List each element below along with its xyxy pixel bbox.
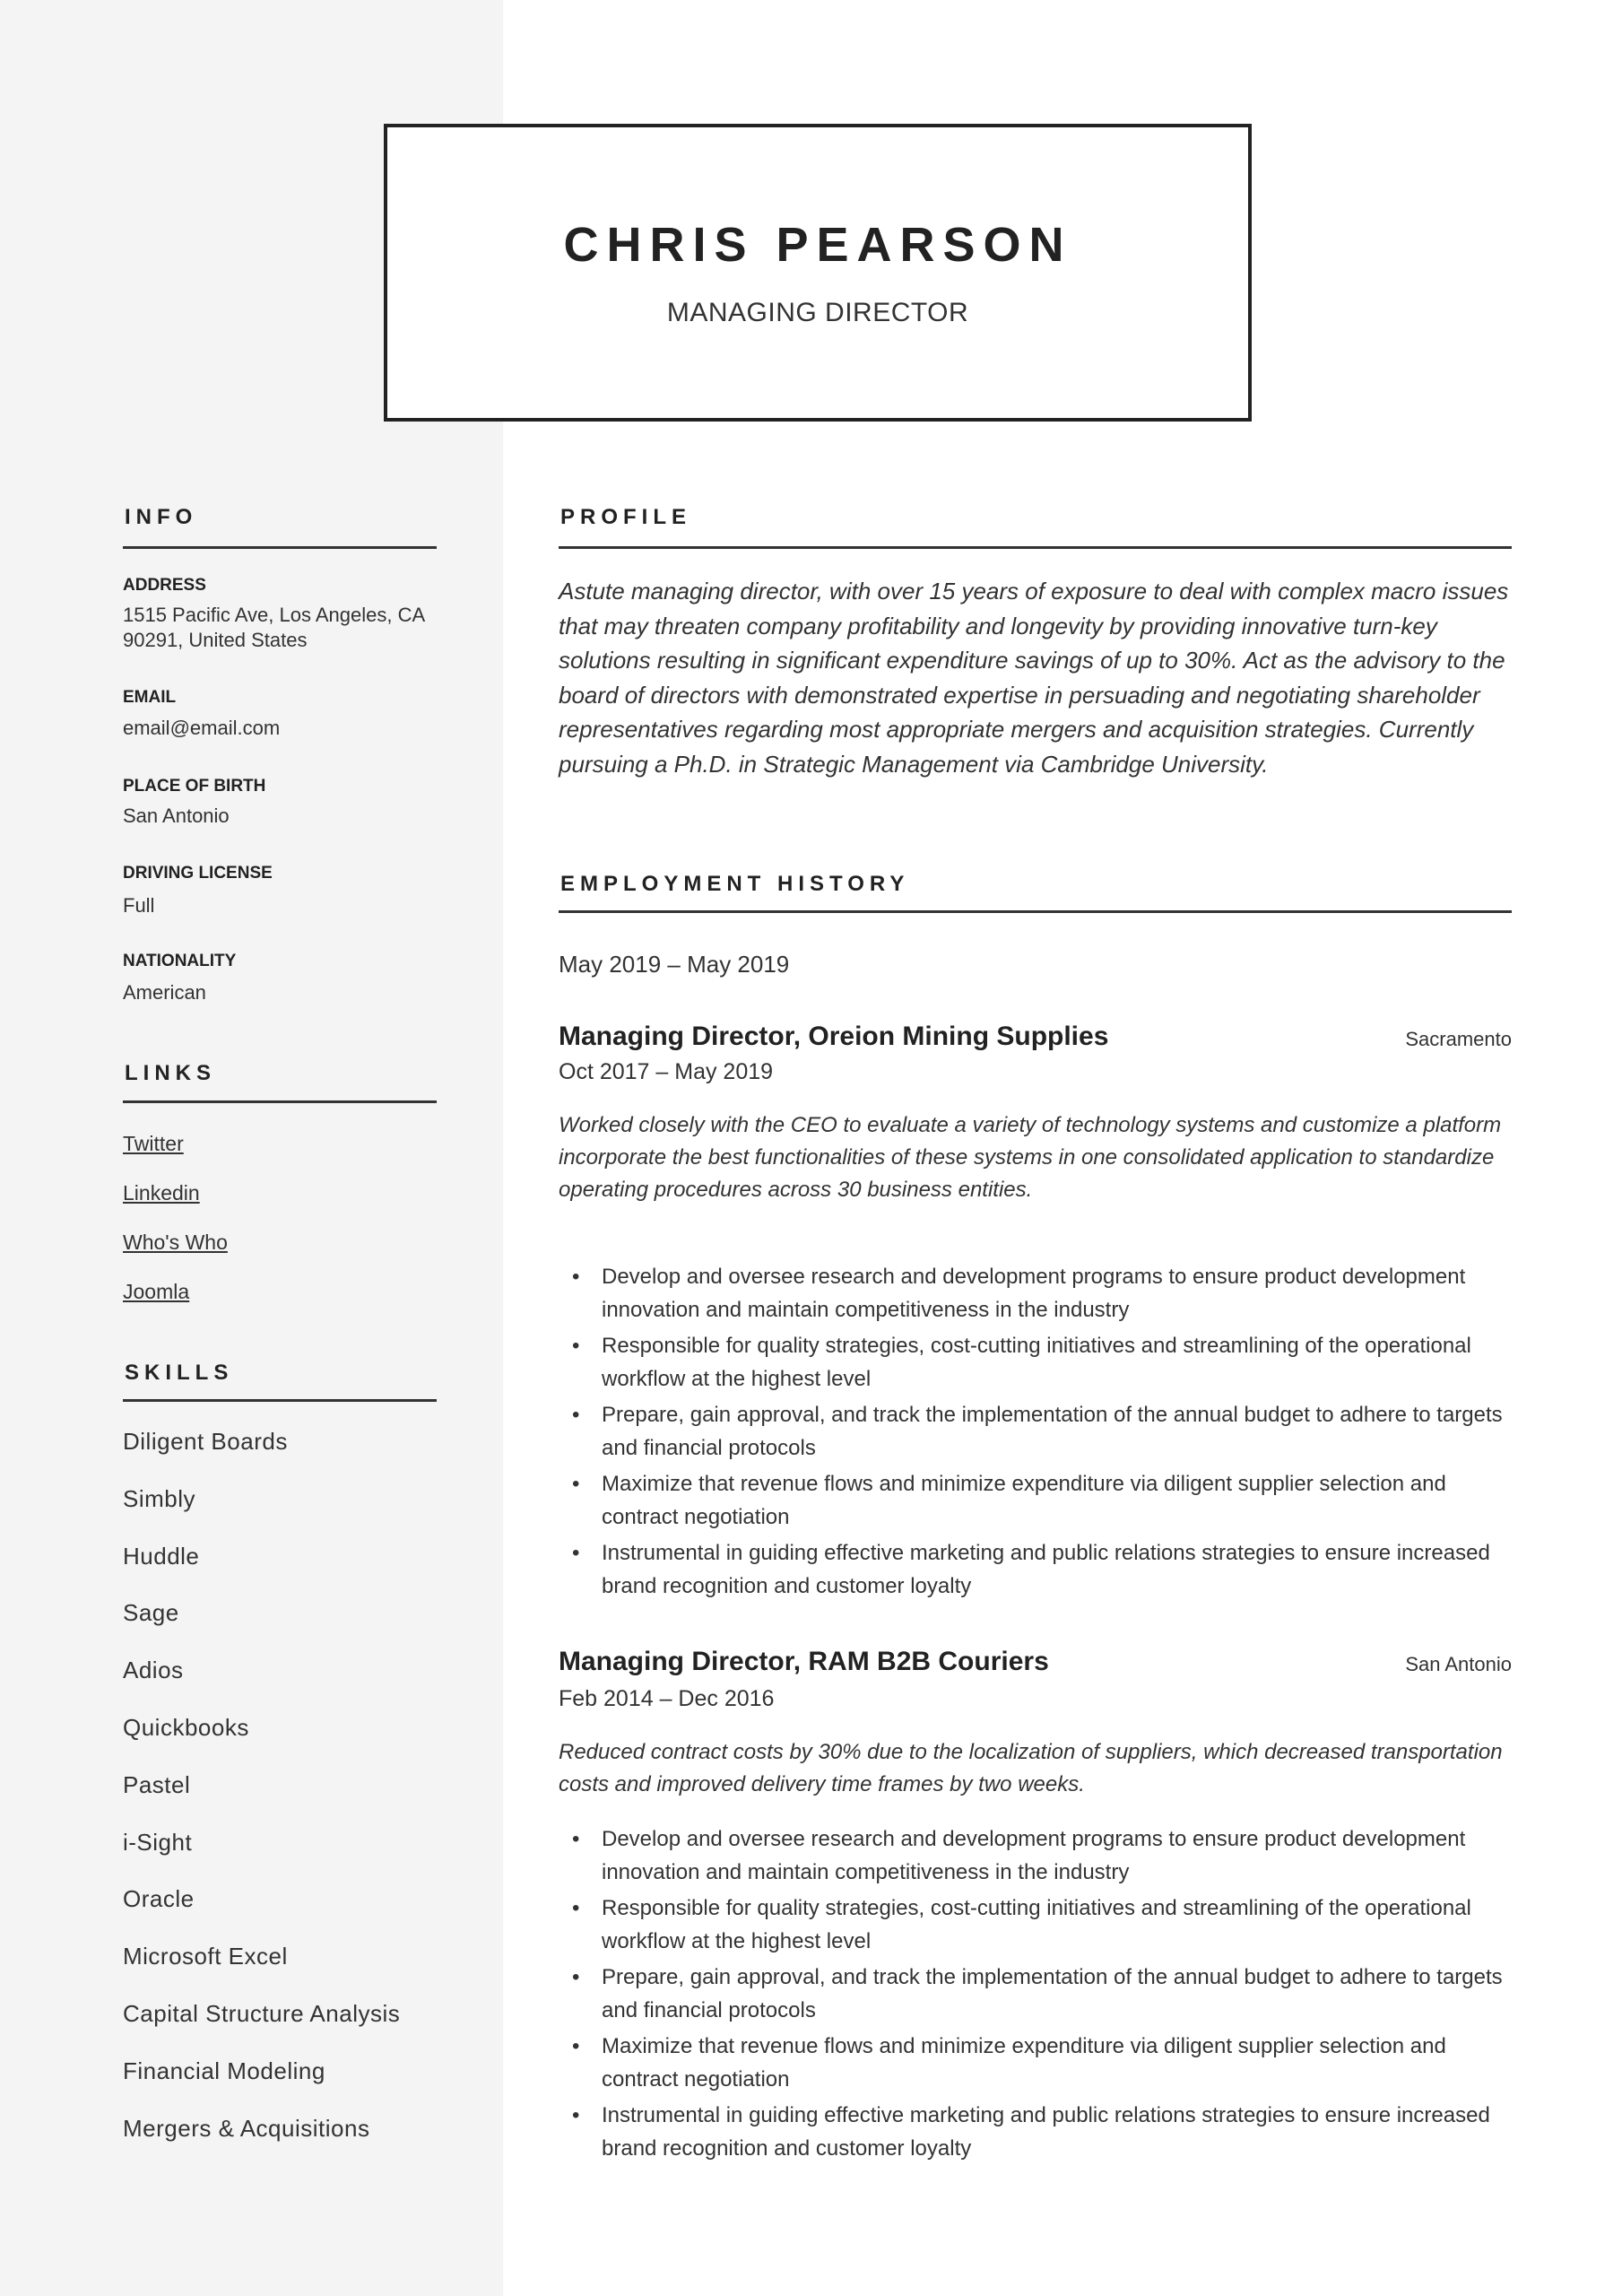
- job-bullet: • Develop and oversee research and development programs to ensure product development innovation and maintain competitiveness in the industry: [559, 1823, 1512, 1889]
- job-bullets: [559, 1261, 1512, 1606]
- job-dates: Oct 2017 – May 2019: [559, 1059, 774, 1084]
- profile-summary: Astute managing director, with over 15 years of exposure to deal with complex macro issues that may threaten company profitability and longevity by providing innovative turn-key solutions resulting in significant expenditure savings of up to 30%. Act as the advisory to the board of directors with demonstrated expertise in persuading and negotiating shareholder representatives regarding most appropriate mergers and acquisition strategies. Currently pursuing a Ph.D. in Strategic Management via Cambridge University.: [559, 578, 1509, 778]
- job-bullet: • Responsible for quality strategies, cost-cutting initiatives and streamlining of the operational workflow at the highest level: [559, 1330, 1512, 1396]
- candidate-name: CHRIS PEARSON: [563, 218, 1072, 272]
- skill-item: Diligent Boards: [123, 1428, 288, 1455]
- links-heading: LINKS: [125, 1061, 216, 1085]
- skill-item: Oracle: [123, 1885, 195, 1913]
- link-joomla[interactable]: Joomla: [123, 1280, 190, 1303]
- job-bullet: • Prepare, gain approval, and track the implementation of the annual budget to adhere to targets and financial protocols: [559, 1399, 1512, 1465]
- nationality-label: NATIONALITY: [123, 952, 237, 970]
- employment-heading: EMPLOYMENT HISTORY: [560, 872, 910, 896]
- birthplace-value: San Antonio: [123, 804, 230, 827]
- skill-item: Pastel: [123, 1770, 191, 1798]
- skill-item: Mergers & Acquisitions: [123, 2114, 370, 2142]
- skill-item: Simbly: [123, 1484, 196, 1512]
- skills-heading: SKILLS: [125, 1361, 234, 1385]
- skill-item: Adios: [123, 1657, 184, 1684]
- job-bullet: • Prepare, gain approval, and track the implementation of the annual budget to adhere to targets and financial protocols: [559, 1961, 1512, 2027]
- address-line-2: 90291, United States: [123, 629, 308, 651]
- job-title: Managing Director, RAM B2B Couriers: [559, 1647, 1049, 1676]
- job-bullet: • Responsible for quality strategies, cost-cutting initiatives and streamlining of the operational workflow at the highest level: [559, 1892, 1512, 1958]
- job-description: Reduced contract costs by 30% due to the localization of suppliers, which decreased transportation costs and improved delivery time frames by two weeks.: [559, 1740, 1503, 1796]
- skill-item: Microsoft Excel: [123, 1943, 288, 1970]
- skill-item: Capital Structure Analysis: [123, 2000, 401, 2027]
- license-value: Full: [123, 894, 155, 917]
- skill-item: Huddle: [123, 1542, 200, 1570]
- job-bullet: • Develop and oversee research and development programs to ensure product development innovation and maintain competitiveness in the industry: [559, 1261, 1512, 1326]
- email-value: email@email.com: [123, 717, 281, 739]
- profile-divider: [559, 546, 1512, 549]
- job-bullet: • Instrumental in guiding effective marketing and public relations strategies to ensure increased brand recognition and customer loyalty: [559, 1537, 1512, 1603]
- address-line-1: 1515 Pacific Ave, Los Angeles, CA: [123, 604, 426, 626]
- job-bullet: • Maximize that revenue flows and minimize expenditure via diligent supplier selection and contract negotiation: [559, 1468, 1512, 1534]
- job-description: Worked closely with the CEO to evaluate a variety of technology systems and customize a platform incorporate the best functionalities of these systems in one consolidated application to standardize operating procedures across 30 business entities.: [559, 1113, 1502, 1202]
- links-divider: [123, 1100, 437, 1103]
- info-divider: [123, 546, 437, 549]
- job-bullet: • Maximize that revenue flows and minimize expenditure via diligent supplier selection and contract negotiation: [559, 2031, 1512, 2096]
- link-twitter[interactable]: Twitter: [123, 1132, 184, 1155]
- nationality-value: American: [123, 981, 206, 1004]
- job-dates: Feb 2014 – Dec 2016: [559, 1686, 775, 1711]
- birthplace-label: PLACE OF BIRTH: [123, 777, 266, 796]
- employment-divider: [559, 910, 1512, 913]
- employment-date-range: May 2019 – May 2019: [559, 951, 790, 978]
- skill-item: Quickbooks: [123, 1714, 249, 1741]
- job-location: San Antonio: [1405, 1653, 1512, 1675]
- skill-item: Financial Modeling: [123, 2057, 325, 2084]
- skill-item: Sage: [123, 1599, 179, 1627]
- skills-divider: [123, 1399, 437, 1402]
- job-bullet: • Instrumental in guiding effective marketing and public relations strategies to ensure increased brand recognition and customer loyalty: [559, 2100, 1512, 2165]
- skill-item: i-Sight: [123, 1828, 193, 1856]
- job-bullets: [559, 1823, 1512, 2169]
- info-heading: INFO: [125, 505, 198, 529]
- profile-heading: PROFILE: [560, 505, 692, 529]
- license-label: DRIVING LICENSE: [123, 864, 273, 883]
- link-whos-who[interactable]: Who's Who: [123, 1231, 228, 1254]
- job-location: Sacramento: [1405, 1028, 1512, 1050]
- candidate-title: MANAGING DIRECTOR: [666, 298, 969, 327]
- header-box: [384, 124, 1252, 422]
- link-linkedin[interactable]: Linkedin: [123, 1181, 200, 1205]
- job-title: Managing Director, Oreion Mining Supplies: [559, 1022, 1109, 1051]
- email-label: EMAIL: [123, 688, 177, 707]
- address-label: ADDRESS: [123, 576, 206, 595]
